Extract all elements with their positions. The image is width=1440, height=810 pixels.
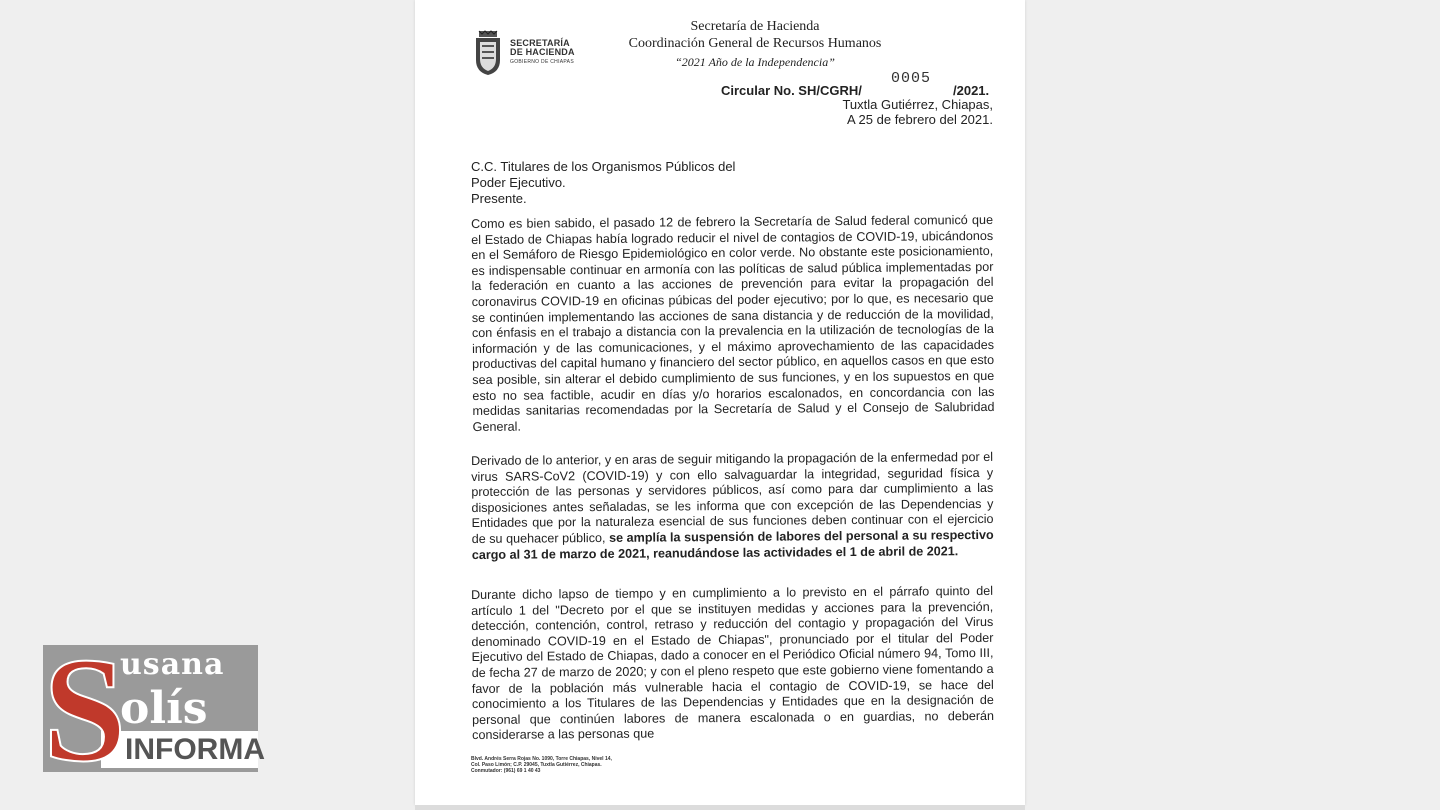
letterhead-motto: “2021 Año de la Independencia”: [675, 55, 835, 69]
watermark-word1: usana: [120, 647, 225, 682]
footer-line2: Col. Paso Limón; C.P. 29045, Tuxtla Gutiérrez, Chiapas.: [471, 762, 602, 768]
footer-line1: Blvd. Andrés Serra Rojas No. 1090, Torre Chiapas, Nivel 14,: [471, 756, 612, 762]
addressee-line1: C.C. Titulares de los Organismos Públicos del: [471, 159, 736, 174]
paragraph-2-text: Derivado de lo anterior, y en aras de seguir mitigando la propagación de la enfermedad por el virus SARS-CoV2 (COVID-19) y con ello salvaguardar la integridad, seguridad física y protección de las personas y servidores públicos, así como para dar cumplimiento a las disposiciones antes señaladas, se les informa que con excepción de las Dependencias y Entidades que por la naturaleza esencial de sus funciones deben continuar con el ejercicio de su quehacer público,: [471, 449, 994, 546]
seal-text: [510, 39, 575, 65]
letterhead-title: Secretaría de Hacienda: [690, 19, 820, 34]
watermark-logo: [43, 627, 265, 793]
circular-suffix: /2021.: [953, 83, 990, 98]
circular-label: Circular No. SH/CGRH/: [721, 83, 862, 98]
coat-of-arms-icon: [472, 30, 504, 76]
watermark-word2: olís: [120, 683, 208, 734]
page-shadow: [415, 805, 1025, 810]
date: A 25 de febrero del 2021.: [846, 112, 993, 127]
seal-line3: GOBIERNO DE CHIAPAS: [510, 59, 574, 65]
place-date: [842, 97, 993, 127]
circular-reference: [721, 70, 990, 98]
addressee-line2: Poder Ejecutivo.: [471, 175, 566, 190]
seal-line2: DE HACIENDA: [510, 47, 575, 57]
paragraph-2: [471, 450, 994, 563]
paragraph-1: Como es bien sabido, el pasado 12 de febrero la Secretaría de Salud federal comunicó que el Estado de Chiapas había logrado reducir el nivel de contagios de COVID-19, ubicándonos en el Semáforo de Riesgo Epidemiológico en color verde. No obstante este posicionamiento, es indispensable continuar en armonía con las políticas de salud pública implementadas por la federación en cuanto a las acciones de prevención para evitar la propagación del coronavirus COVID-19 en oficinas púbicas del poder ejecutivo; por lo que, es necesario que se continúen implementando las acciones de sana distancia y de reducción de la movilidad, con énfasis en el trabajo a distancia con la prevalencia en la utilización de tecnologías de la información y de las comunicaciones, y el máximo aprovechamiento de las capacidades productivas del capital humano y financiero del sector público, en aquellos casos en que esto sea posible, sin alterar el debido cumplimiento de sus funciones, y en los supuestos en que esto no sea factible, acudir en días y/o horarios escalonados, en concordancia con las medidas sanitarias recomendadas por la Secretaría de Salud y el Consejo de Salubridad General.: [471, 212, 995, 434]
footer-address: [471, 756, 612, 774]
letterhead-subtitle: Coordinación General de Recursos Humanos: [628, 36, 882, 51]
addressee: [471, 159, 735, 207]
watermark-big-letter: S: [43, 627, 127, 793]
addressee-line3: Presente.: [471, 191, 527, 206]
circular-number: 0005: [891, 70, 932, 87]
document-page: [415, 0, 1025, 805]
letterhead: [615, 18, 895, 72]
place: Tuxtla Gutiérrez, Chiapas,: [842, 97, 993, 112]
paragraph-2-bold: se amplía la suspensión de labores del personal a su respectivo cargo al 31 de marzo de 2021, reanudándose las actividades el 1 de abril de 2021.: [471, 527, 994, 562]
watermark-word3: INFORMA: [125, 733, 265, 766]
paragraph-3: Durante dicho lapso de tiempo y en cumplimiento a lo previsto en el párrafo quinto del artículo 1 del "Decreto por el que se instituyen medidas y acciones para la prevención, detección, contención, control, retraso y reducción del contagio y propagación del Virus denominado COVID-19 en el Estado de Chiapas", pronunciado por el titular del Poder Ejecutivo del Estado de Chiapas, dado a conocer en el Periódico Oficial número 94, Tomo III, de fecha 27 de marzo de 2020; y con el pleno respeto que este gobierno viene fomentando a favor de la población más vulnerable hacia el contagio de COVID-19, se hace del conocimiento a los Titulares de las Dependencias y Entidades que en la designación de personal que continúen labores de manera escalonada o en guardias, no deberán considerarse a las personas que: [471, 583, 995, 743]
footer-line3: Conmutador: (961) 69 1 40 43: [471, 768, 541, 774]
seal-line1: SECRETARÍA: [510, 38, 570, 48]
